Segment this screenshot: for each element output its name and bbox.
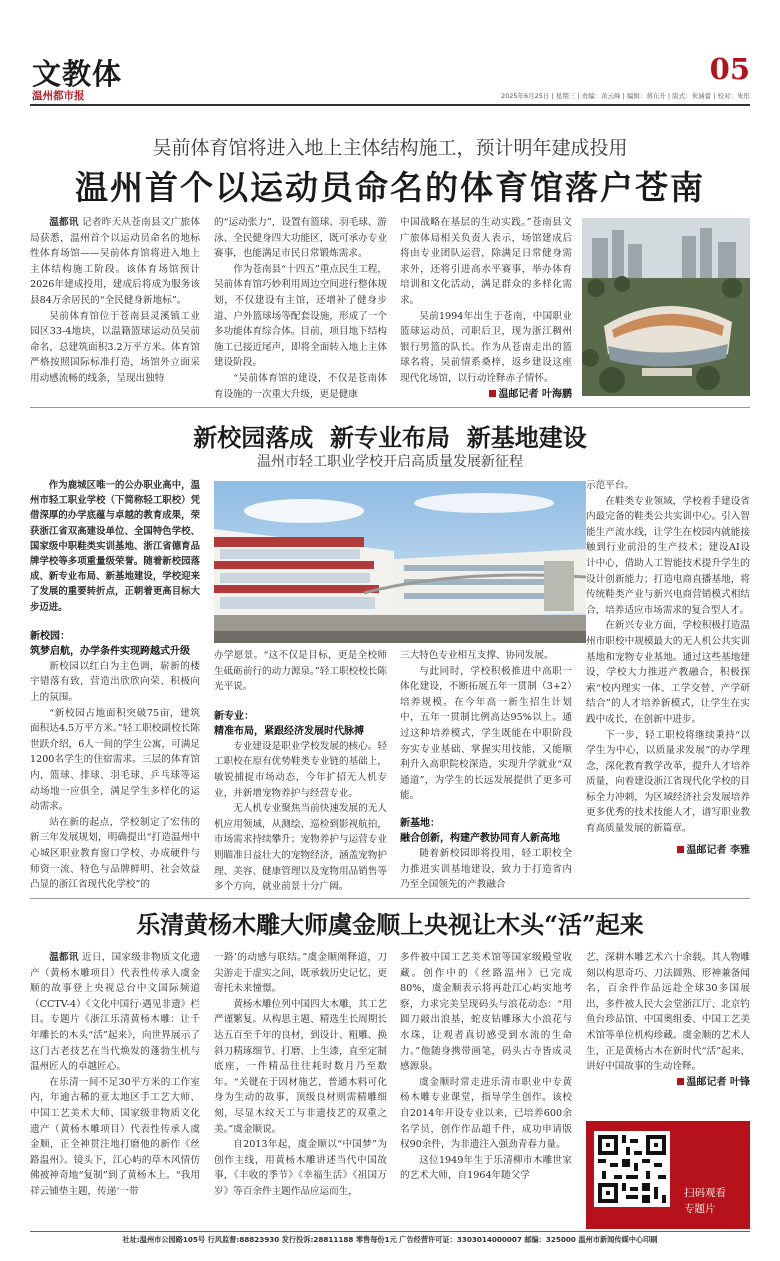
article3-byline: 温邮记者 叶锋 xyxy=(586,1075,750,1091)
article1-col1 xyxy=(30,215,200,387)
paper-name: 温州都市报 xyxy=(32,90,85,102)
article2-subsection2-label: 新专业： xyxy=(214,710,254,722)
article2-subsection1-label: 新校园： xyxy=(30,630,70,642)
article1-col3 xyxy=(400,215,572,402)
article3-c1-p2: 在乐清一间不足30平方米的工作室内，年逾古稀的亚太地区手工艺大师、中国工艺美术大师、国家级非物质文化遗产（黄杨木雕项目）代表性传承人虞金顺，正全神贯注地打磨他的新作《丝路温州》。镜头下，江心屿的草木风情仿佛被神奇地“复制”到了黄杨木上。“我用祥云铺垫主题，传递‘一带 xyxy=(30,1076,200,1197)
footer-rule xyxy=(30,1231,750,1232)
date-line: 2025年6月25日 | 星期三 | 责编：黄云峰 | 编辑：蒋东升 | 版式：朱涵蕾 | 校对：朱彤 xyxy=(500,92,750,100)
section-title: 文教体 xyxy=(32,57,123,91)
article3-lead: 温都讯 xyxy=(49,952,79,963)
article2-b-p1: 办学愿景。“这不仅是目标，更是全校师生砥砺前行的动力源泉。”轻工职校校长陈光平说。 xyxy=(214,650,387,693)
page-number: 05 xyxy=(709,52,750,86)
article2-d-p0: 示范平台。 xyxy=(586,480,634,491)
footer-info: 社址:温州市公园路105号 行风监督:88823930 发行投诉:28811188 零售每份1元 广告经营许可证：3303014000007 邮编：325000 温州市新闻传媒中心印刷 xyxy=(122,1235,658,1244)
article3-col4 xyxy=(586,950,750,1090)
article2-col-c xyxy=(400,648,572,893)
article2-subhead: 温州市轻工职业学校开启高质量发展新征程 xyxy=(257,454,523,470)
article1-col2 xyxy=(214,215,387,402)
article3-c3-p3: 这位1949年生于乐清柳市木雕世家的艺术大师，自1964年随父学 xyxy=(400,1154,572,1182)
article3-c1-p1: 近日，国家级非物质文化遗产（黄杨木雕项目）代表性传承人虞金顺的故事登上央视总台中文国际频道（CCTV-4）《文化中国行·遇见非遗》栏目。专题片《浙江乐清黄杨木雕：让千年雕长的木头“活”起来》，向世界展示了这门古老技艺在当代焕发的蓬勃生机与温州匠人的卓越匠心。 xyxy=(30,952,200,1073)
article3-col1 xyxy=(30,950,200,1200)
qr-label-1: 扫码观看 xyxy=(684,1187,726,1199)
article3-c2-p3: 自2013年起，虞金顺以“中国梦”为创作主线，用黄杨木雕讲述当代中国故事，《丰收的季节》《幸福生活》《祖国万岁》等百余件主题作品应运而生， xyxy=(214,1139,387,1197)
article2-byline: 温邮记者 李雅 xyxy=(586,843,750,859)
article2-a-p2: “新校园占地面积突破75亩，建筑面积达4.5万平方米。”轻工职校副校长陈世跃介绍，6人一间的学生公寓，可满足1200名学生的住宿需求。三层的体育馆内，篮球、排球、羽毛球、乒乓球等运动场地一应俱全，满足学生多样化的运动需求。 xyxy=(30,707,200,813)
article2-a-p3: 站在新的起点，学校制定了宏伟的新三年发展规划，明确提出“打造温州中心城区职业教育窗口学校、办成硬件与师资一流、特色与品牌鲜明、社会效益凸显的浙江省现代化学校”的 xyxy=(30,816,200,891)
article2-d-p2: 在新兴专业方面，学校积极打造温州市职校中规模最大的无人机公共实训基地和宠物专业基地。通过这些基地建设，学校大力推进产教融合，积极探索“校内理实一体、工学交替、产学研结合”的人才培养新模式，让学生在实践中成长，在创新中进步。 xyxy=(586,620,750,725)
article3-col2 xyxy=(214,950,387,1200)
divider-1 xyxy=(30,407,750,408)
article1-headline: 温州首个以运动员命名的体育馆落户苍南 xyxy=(75,168,705,207)
article1-col3-p2: 吴前1994年出生于苍南，中国职业篮球运动员，司职后卫，现为浙江稠州银行男篮的队长。作为从苍南走出的篮球名将，吴前情系桑梓，返乡建设这座现代化场馆，以行动诠释赤子情怀。 xyxy=(400,310,572,384)
article2-c-p1: 三大特色专业相互支撑、协同发展。 xyxy=(400,650,554,661)
article1-col3-p1: 中国战略在基层的生动实践。”苍南县文广旅体局相关负责人表示，场馆建成后将由专业团队运营，除满足日常健身需求外，还将引进高水平赛事，举办体育培训和文化活动，满足群众的多样化需求。 xyxy=(400,217,572,306)
qr-code-box[interactable] xyxy=(586,1121,750,1229)
masthead xyxy=(30,48,750,104)
school-campus-image xyxy=(214,481,586,643)
article3-col3 xyxy=(400,950,572,1184)
qr-code-icon[interactable] xyxy=(594,1131,670,1207)
article2-a-p1: 新校园以红白为主色调，崭新的楼宇错落有致，营造出欣欣向荣、积极向上的氛围。 xyxy=(30,660,200,704)
article2-c-p3: 随着新校园即将投用，轻工职校全力推进实训基地建设，致力于打造省内乃至全国领先的产教融合 xyxy=(400,847,572,891)
article1-col1-p2: 吴前体育馆位于苍南县灵溪镇工业园区33-4地块，以温籍篮球运动员吴前命名，总建筑面积3.2万平方米。体育馆严格按照国际标准打造，场馆外立面采用动感流畅的线条，呈现出独特 xyxy=(30,310,200,384)
article1-kicker: 吴前体育馆将进入地上主体结构施工，预计明年建成投用 xyxy=(152,137,628,159)
masthead-rule xyxy=(30,104,750,106)
article3-c2-p1: 一路’的动感与联结。”虞金顺阐释道，刀尖游走于虚实之间，既承载历史记忆，更寄托未来憧憬。 xyxy=(214,952,387,995)
article3-headline: 乐清黄杨木雕大师虞金顺上央视让木头“活”起来 xyxy=(136,910,644,939)
article2-subsection3-label: 新基地： xyxy=(400,817,440,829)
article2-headline: 新校园落成 新专业布局 新基地建设 xyxy=(193,423,587,452)
qr-label-2: 专题片 xyxy=(684,1203,716,1215)
article2-b-p3: 无人机专业聚焦当前快速发展的无人机应用领域，从测绘、巡检到影视航拍，市场需求持续攀升；宠物养护与运营专业则瞄准日益壮大的宠物经济，涵盖宠物护理、美容、健康管理以及宠物用品销售等多个方向，就业前景十分广阔。 xyxy=(214,803,387,893)
article1-col1-p1: 记者昨天从苍南县文广旅体局获悉，温州首个以运动员命名的地标性体育场馆——吴前体育馆将进入地上主体结构施工阶段。该体育场馆预计2026年建成投用，建成后将成为服务该县84万余居民的“全民健身新地标”。 xyxy=(30,217,200,306)
article2-col-d xyxy=(586,478,750,858)
article1-lead: 温都讯 xyxy=(49,217,79,228)
article2-d-p1: 在鞋类专业领域，学校着手建设省内最完备的鞋类公共实训中心。引入智能生产流水线，让学生在校园内就能接触到行业前沿的生产技术；建设AI设计中心，借助人工智能技术提升学生的设计创新能力；打造电商直播基地，将传统鞋类产业与新兴电商营销模式相结合，培养适应市场需求的复合型人才。 xyxy=(586,495,750,616)
article3-c2-p2: 黄杨木雕位列中国四大木雕，其工艺严谨繁复。从构思主题、精选生长周期长达五百至千年的良材，到设计、粗雕、换斜刀精琢细节、打磨、上生漆，直至定制底座，一件精品往往耗时数月乃至数年。“关键在于因材施艺，普通木料可化身为生动的故事，顶级良材则需精雕细刻，尽显木纹天工与非遗技艺的双重之美。”虞金顺说。 xyxy=(214,998,387,1135)
article1-col2-p3: “吴前体育馆的建设，不仅是苍南体育设施的一次重大升级，更是健康 xyxy=(214,372,387,400)
article2-d-p3: 下一步，轻工职校将继续秉持“以学生为中心，以质量求发展”的办学理念，深化教育教学改革，提升人才培养质量，向着建设浙江省现代化学校的目标全力冲刺，为区域经济社会发展培养更多优秀的技术技能人才，谱写职业教育高质量发展的新篇章。 xyxy=(586,729,750,835)
divider-2 xyxy=(30,898,750,899)
article3-c3-p1: 多件被中国工艺美术馆等国家级殿堂收藏。创作中的《丝路温州》已完成80%，虞金顺表示将再赴江心屿实地考察，力求完美呈现码头与浪花动态：“用圆刀敲出浪基，蛇皮钻雕琢大小浪花与水珠，让观者真切感受到水流的生命力。”他随身携带画笔，码头古寺皆成灵感源泉。 xyxy=(400,952,572,1073)
article2-b-p2: 专业建设是职业学校发展的核心。轻工职校在原有优势鞋类专业链的基础上，敏锐捕捉市场动态，今年扩招无人机专业，并新增宠物养护与经营专业。 xyxy=(214,740,387,799)
article2-subsection1-title: 筑梦启航，办学条件实现跨越式升级 xyxy=(30,645,190,657)
article2-c-p2: 与此同时，学校积极推进中高职一体化建设，不断拓展五年一贯制（3+2）培养规模。在今年高一新生招生计划中，五年一贯制比例高达95%以上。通过这种培养模式，学生既能在中职阶段夯实专业基础、掌握实用技能，又能顺利升入高职院校深造，实现升学就业“双通道”，为学生的长远发展提供了更多可能。 xyxy=(400,665,572,802)
article3-c3-p2: 虞金顺时常走进乐清市职业中专黄杨木雕专业课堂，指导学生创作。该校自2014年开设专业以来，已培养600余名学员，创作作品超千件，成功申请版权90余件，为非遗注入强劲青春力量。 xyxy=(400,1076,572,1151)
gym-rendering-image xyxy=(582,218,750,396)
article1-col2-p1: 的“运动张力”，设置有篮球、羽毛球、游泳、全民健身四大功能区，既可承办专业赛事，也能满足市民日常锻炼需求。 xyxy=(214,217,387,260)
article1-byline: 温邮记者 叶海鹏 xyxy=(400,387,572,403)
article2-intro: 作为鹿城区唯一的公办职业高中，温州市轻工职业学校（下简称轻工职校）凭借深厚的办学底蕴与卓越的教育成果，荣获浙江省双高建设单位、全国特色学校、国家级中职鞋类实训基地、浙江省德育品牌学校等多项重量级荣誉。随着新校园落成、新专业布局、新基地建设，学校迎来了发展的重要转折点，正朝着更高目标大步迈进。 xyxy=(30,480,200,613)
article2-subsection3-title: 融合创新，构建产教协同育人新高地 xyxy=(400,832,560,844)
article3-c4-p1: 艺，深耕木雕艺术六十余载。其人物雕刻以构思奇巧、刀法圆熟、形神兼备闻名，百余件作品远赴全球30多国展出，多件被人民大会堂浙江厅、北京钓鱼台珍品馆、中国奥组委、中国工艺美术馆等单位机构珍藏。虞金顺的艺术人生，正是黄杨古木在新时代“活”起来、讲好中国故事的生动诠释。 xyxy=(586,952,750,1073)
article2-col-a xyxy=(30,478,200,893)
article2-subsection2-title: 精准布局，紧跟经济发展时代脉搏 xyxy=(214,725,364,737)
article2-col-b xyxy=(214,648,387,895)
article1-col2-p2: 作为苍南县“十四五”重点民生工程，吴前体育馆巧妙利用周边空间进行整体规划，不仅建设有主馆，还增补了健身步道、户外篮球场等配套设施，形成了一个多功能体育综合体。目前，项目地下结构施工已接近尾声，即将全面转入地上主体建设阶段。 xyxy=(214,263,387,369)
